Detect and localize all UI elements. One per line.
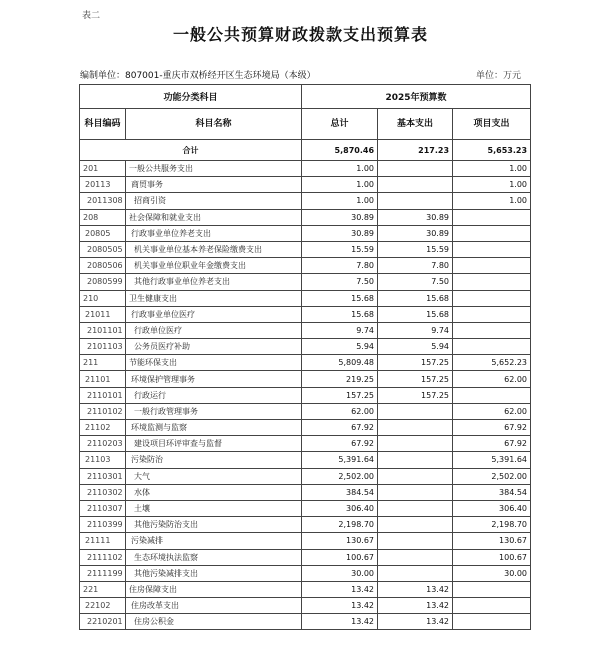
row-name: 一般公共服务支出: [126, 161, 302, 177]
row-project: [453, 306, 531, 322]
row-basic: 157.25: [378, 355, 453, 371]
row-name: 建设项目环评审查与监督: [126, 436, 302, 452]
row-total: 15.59: [302, 241, 378, 257]
row-project: [453, 274, 531, 290]
row-code: 2110307: [80, 500, 126, 516]
table-row: [80, 614, 531, 630]
table-row: [80, 290, 531, 306]
row-basic: 9.74: [378, 322, 453, 338]
row-total: 30.89: [302, 225, 378, 241]
row-total: 5,391.64: [302, 452, 378, 468]
row-name: 招商引资: [126, 193, 302, 209]
row-total: 13.42: [302, 581, 378, 597]
row-project: 2,502.00: [453, 468, 531, 484]
row-name: 水体: [126, 484, 302, 500]
row-basic: [378, 177, 453, 193]
table-row: [80, 355, 531, 371]
row-total: 5,809.48: [302, 355, 378, 371]
row-basic: [378, 517, 453, 533]
row-code: 2101101: [80, 322, 126, 338]
row-name: 行政事业单位医疗: [126, 306, 302, 322]
row-code: 210: [80, 290, 126, 306]
row-total: 384.54: [302, 484, 378, 500]
row-basic: 13.42: [378, 581, 453, 597]
row-total: 1.00: [302, 193, 378, 209]
row-basic: [378, 500, 453, 516]
row-code: 21011: [80, 306, 126, 322]
row-code: 21101: [80, 371, 126, 387]
header-row-group: [80, 85, 531, 109]
table-row: [80, 258, 531, 274]
total-sum: 5,870.46: [302, 140, 378, 161]
row-total: 2,198.70: [302, 517, 378, 533]
row-name: 环境监测与监察: [126, 420, 302, 436]
row-basic: 30.89: [378, 209, 453, 225]
row-name: 住房公积金: [126, 614, 302, 630]
table-row: [80, 581, 531, 597]
column-header-project: 项目支出: [453, 109, 531, 140]
group-header-function: 功能分类科目: [80, 85, 302, 109]
table-row: [80, 371, 531, 387]
row-total: 30.00: [302, 565, 378, 581]
row-name: 生态环境执法监察: [126, 549, 302, 565]
total-basic: 217.23: [378, 140, 453, 161]
row-total: 15.68: [302, 306, 378, 322]
row-name: 行政单位医疗: [126, 322, 302, 338]
row-basic: [378, 436, 453, 452]
row-basic: [378, 452, 453, 468]
row-project: [453, 387, 531, 403]
row-project: 2,198.70: [453, 517, 531, 533]
row-project: 130.67: [453, 533, 531, 549]
row-total: 67.92: [302, 436, 378, 452]
row-basic: [378, 565, 453, 581]
row-project: [453, 581, 531, 597]
row-code: 2080506: [80, 258, 126, 274]
row-name: 行政事业单位养老支出: [126, 225, 302, 241]
row-total: 130.67: [302, 533, 378, 549]
row-basic: [378, 549, 453, 565]
row-total: 67.92: [302, 420, 378, 436]
table-row: [80, 177, 531, 193]
row-basic: 157.25: [378, 371, 453, 387]
row-name: 机关事业单位职业年金缴费支出: [126, 258, 302, 274]
row-project: [453, 241, 531, 257]
row-code: 21102: [80, 420, 126, 436]
row-name: 其他行政事业单位养老支出: [126, 274, 302, 290]
row-total: 9.74: [302, 322, 378, 338]
row-project: [453, 598, 531, 614]
row-total: 15.68: [302, 290, 378, 306]
table-row: [80, 193, 531, 209]
table-row: [80, 241, 531, 257]
row-basic: 7.50: [378, 274, 453, 290]
budget-table: [79, 84, 531, 630]
table-row: [80, 452, 531, 468]
row-total: 30.89: [302, 209, 378, 225]
total-project: 5,653.23: [453, 140, 531, 161]
table-row: [80, 565, 531, 581]
table-row: [80, 161, 531, 177]
column-header-name: 科目名称: [126, 109, 302, 140]
total-label: 合计: [80, 140, 302, 161]
row-total: 2,502.00: [302, 468, 378, 484]
row-basic: [378, 484, 453, 500]
row-code: 21103: [80, 452, 126, 468]
row-name: 土壤: [126, 500, 302, 516]
row-basic: 30.89: [378, 225, 453, 241]
row-name: 住房保障支出: [126, 581, 302, 597]
row-project: [453, 322, 531, 338]
row-project: 384.54: [453, 484, 531, 500]
row-code: 21111: [80, 533, 126, 549]
table-row: [80, 500, 531, 516]
row-name: 节能环保支出: [126, 355, 302, 371]
row-project: [453, 258, 531, 274]
row-basic: 15.68: [378, 290, 453, 306]
row-project: 67.92: [453, 436, 531, 452]
table-row: [80, 549, 531, 565]
row-project: [453, 290, 531, 306]
row-name: 其他污染减排支出: [126, 565, 302, 581]
row-total: 100.67: [302, 549, 378, 565]
row-name: 环境保护管理事务: [126, 371, 302, 387]
row-total: 306.40: [302, 500, 378, 516]
row-name: 一般行政管理事务: [126, 403, 302, 419]
row-basic: 15.59: [378, 241, 453, 257]
table-row: [80, 484, 531, 500]
row-name: 污染防治: [126, 452, 302, 468]
row-code: 2080505: [80, 241, 126, 257]
row-total: 1.00: [302, 161, 378, 177]
row-code: 2110302: [80, 484, 126, 500]
row-code: 2111199: [80, 565, 126, 581]
group-header-budget: 2025年预算数: [302, 85, 531, 109]
row-project: 62.00: [453, 371, 531, 387]
row-code: 2101103: [80, 339, 126, 355]
row-code: 201: [80, 161, 126, 177]
row-code: 20805: [80, 225, 126, 241]
table-row: [80, 420, 531, 436]
table-row: [80, 533, 531, 549]
row-name: 社会保障和就业支出: [126, 209, 302, 225]
row-basic: 7.80: [378, 258, 453, 274]
table-row: [80, 306, 531, 322]
table-row: [80, 339, 531, 355]
row-project: [453, 209, 531, 225]
table-row: [80, 209, 531, 225]
row-project: 100.67: [453, 549, 531, 565]
row-project: 62.00: [453, 403, 531, 419]
row-name: 商贸事务: [126, 177, 302, 193]
row-basic: 13.42: [378, 598, 453, 614]
row-project: 5,391.64: [453, 452, 531, 468]
row-project: [453, 339, 531, 355]
row-code: 22102: [80, 598, 126, 614]
row-total: 157.25: [302, 387, 378, 403]
row-project: [453, 614, 531, 630]
row-code: 2110203: [80, 436, 126, 452]
row-code: 20113: [80, 177, 126, 193]
row-basic: 5.94: [378, 339, 453, 355]
row-project: 1.00: [453, 161, 531, 177]
row-name: 公务员医疗补助: [126, 339, 302, 355]
row-total: 1.00: [302, 177, 378, 193]
currency-unit: 单位：万元: [475, 71, 521, 81]
table-row: [80, 322, 531, 338]
row-name: 大气: [126, 468, 302, 484]
row-basic: [378, 161, 453, 177]
table-row: [80, 274, 531, 290]
row-name: 其他污染防治支出: [126, 517, 302, 533]
row-basic: [378, 193, 453, 209]
row-total: 62.00: [302, 403, 378, 419]
row-name: 机关事业单位基本养老保险缴费支出: [126, 241, 302, 257]
header-row-columns: [80, 109, 531, 140]
row-total: 13.42: [302, 614, 378, 630]
row-name: 住房改革支出: [126, 598, 302, 614]
table-row: [80, 436, 531, 452]
row-basic: 13.42: [378, 614, 453, 630]
row-basic: [378, 403, 453, 419]
compiling-unit: 编制单位：807001-重庆市双桥经开区生态环境局（本级）: [80, 71, 316, 81]
row-code: 208: [80, 209, 126, 225]
row-project: 1.00: [453, 193, 531, 209]
row-project: [453, 225, 531, 241]
row-code: 2210201: [80, 614, 126, 630]
table-row: [80, 468, 531, 484]
row-code: 2110399: [80, 517, 126, 533]
row-project: 5,652.23: [453, 355, 531, 371]
row-code: 2110102: [80, 403, 126, 419]
row-project: 306.40: [453, 500, 531, 516]
row-project: 67.92: [453, 420, 531, 436]
row-project: 30.00: [453, 565, 531, 581]
column-header-basic: 基本支出: [378, 109, 453, 140]
document-title: 一般公共预算财政拨款支出预算表: [172, 25, 428, 44]
row-code: 2080599: [80, 274, 126, 290]
row-code: 2110101: [80, 387, 126, 403]
row-basic: 157.25: [378, 387, 453, 403]
total-row: [80, 140, 531, 161]
table-row: [80, 387, 531, 403]
row-total: 7.50: [302, 274, 378, 290]
row-name: 卫生健康支出: [126, 290, 302, 306]
row-code: 221: [80, 581, 126, 597]
table-row: [80, 403, 531, 419]
row-total: 13.42: [302, 598, 378, 614]
row-total: 219.25: [302, 371, 378, 387]
row-name: 污染减排: [126, 533, 302, 549]
row-code: 2110301: [80, 468, 126, 484]
row-name: 行政运行: [126, 387, 302, 403]
row-total: 7.80: [302, 258, 378, 274]
row-code: 2011308: [80, 193, 126, 209]
row-project: 1.00: [453, 177, 531, 193]
column-header-code: 科目编码: [80, 109, 126, 140]
row-basic: [378, 533, 453, 549]
table-number: 表二: [82, 11, 101, 21]
table-row: [80, 517, 531, 533]
row-basic: 15.68: [378, 306, 453, 322]
row-basic: [378, 420, 453, 436]
table-row: [80, 598, 531, 614]
row-code: 211: [80, 355, 126, 371]
column-header-total: 总计: [302, 109, 378, 140]
row-code: 2111102: [80, 549, 126, 565]
table-row: [80, 225, 531, 241]
row-basic: [378, 468, 453, 484]
row-total: 5.94: [302, 339, 378, 355]
